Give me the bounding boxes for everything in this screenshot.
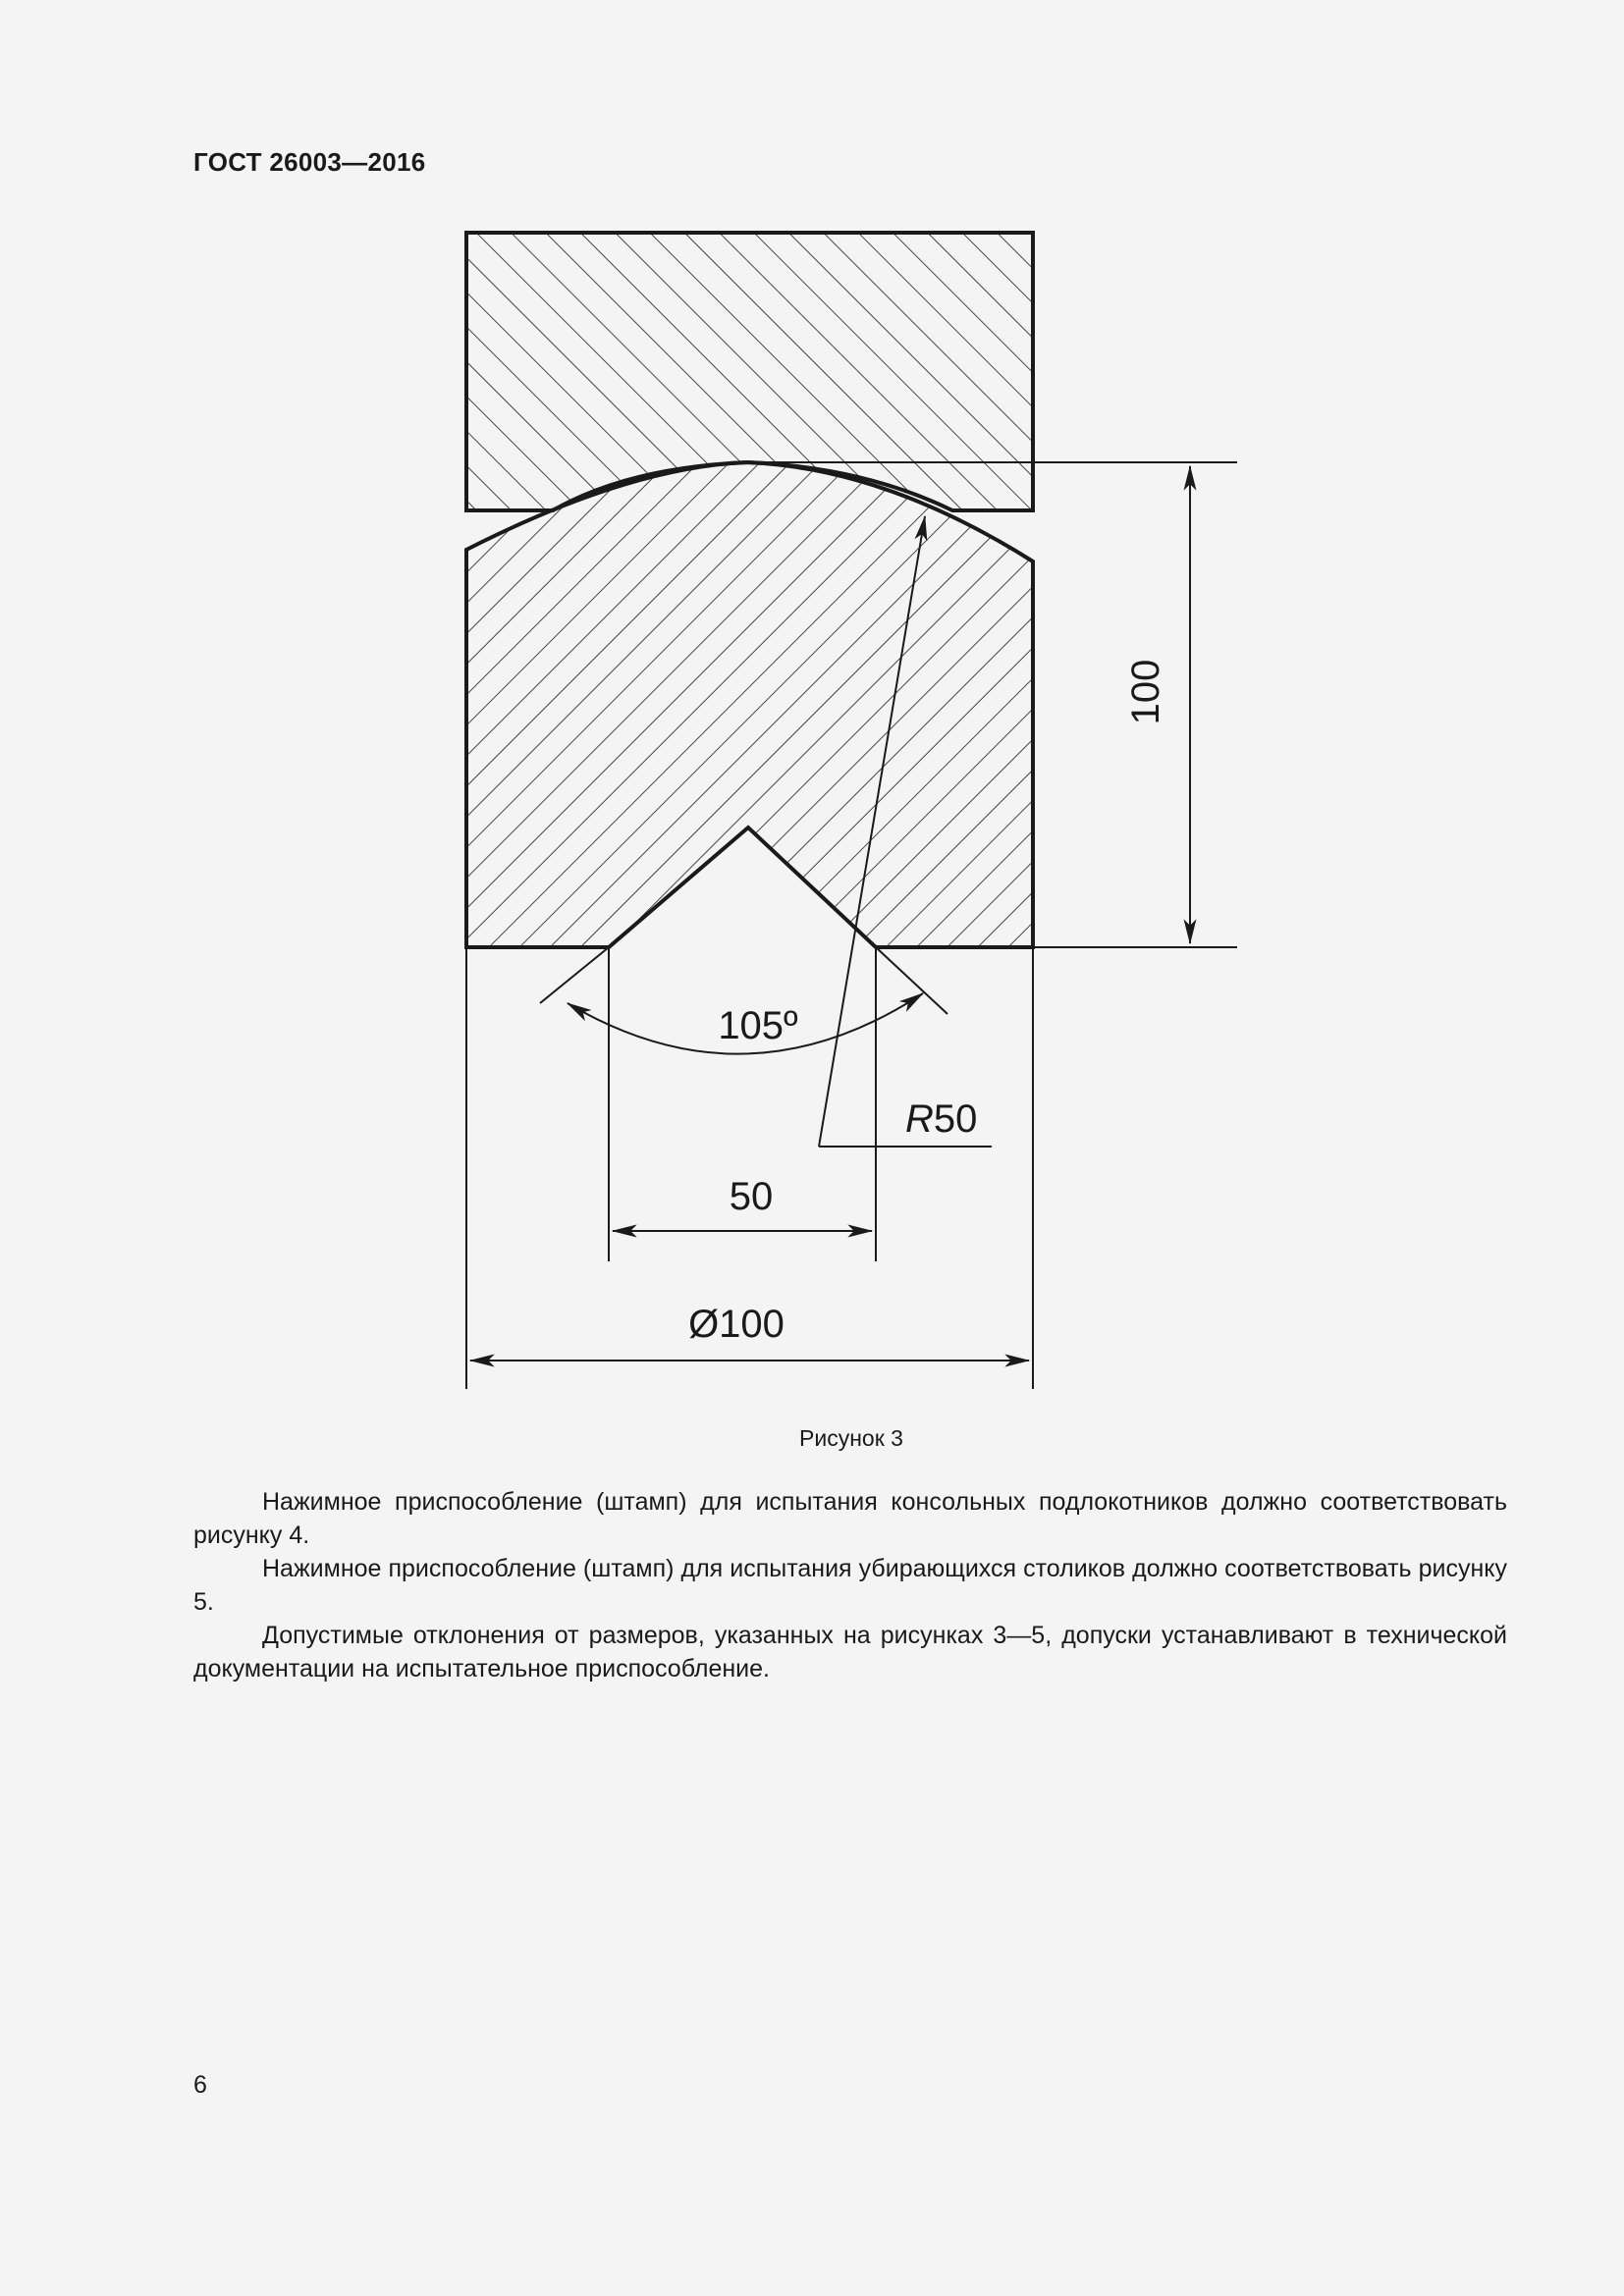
angle-dimension-label: 105º: [718, 1004, 798, 1047]
figure-caption: Рисунок 3: [799, 1425, 903, 1451]
radius-value: 50: [933, 1097, 978, 1141]
inner-width-dimension-label: 50: [729, 1175, 774, 1218]
paragraph: Нажимное приспособление (штамп) для испытания убирающихся столиков должно соответствовать рисунку 5.: [193, 1555, 1507, 1616]
height-dimension-label: 100: [1124, 659, 1167, 725]
radius-dimension-label: [905, 1097, 977, 1141]
paragraph: Допустимые отклонения от размеров, указанных на рисунках 3—5, допуски устанавливают в технической документации на испытательное приспособление.: [193, 1622, 1507, 1682]
paragraph: Нажимное приспособление (штамп) для испытания консольных подлокотников должно соответствовать рисунку 4.: [193, 1488, 1507, 1549]
page-number: 6: [193, 2071, 207, 2099]
diameter-dimension-label: Ø100: [688, 1303, 785, 1346]
document-header: ГОСТ 26003—2016: [193, 147, 426, 177]
body-text: [193, 1485, 1507, 1685]
radius-letter: R: [905, 1097, 934, 1141]
punch-body: [466, 462, 1033, 947]
